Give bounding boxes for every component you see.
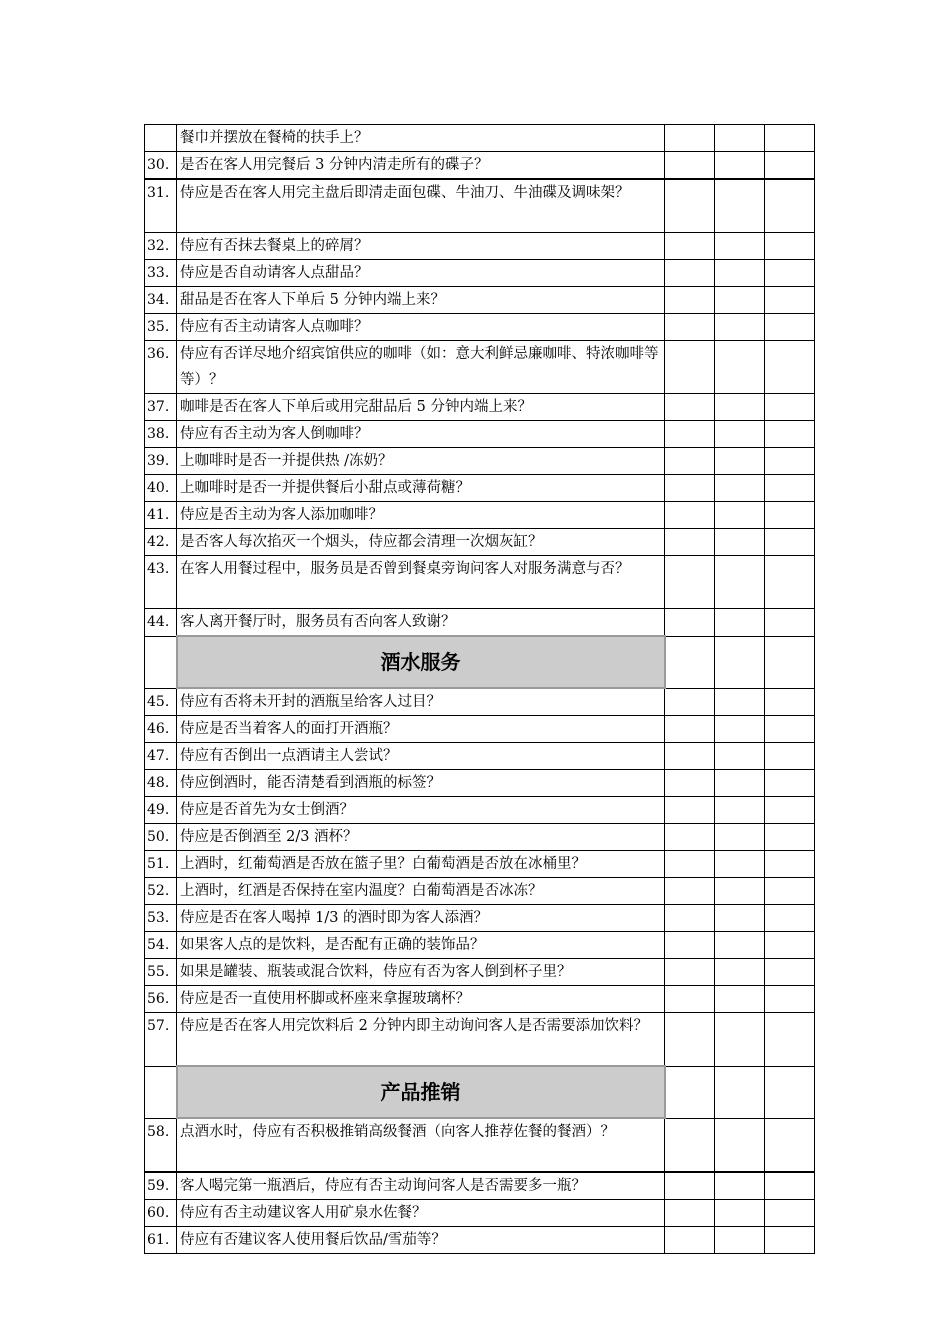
answer-cell[interactable] xyxy=(715,1172,765,1200)
answer-cell[interactable] xyxy=(765,475,815,502)
checklist-body xyxy=(145,125,815,1254)
answer-cell[interactable] xyxy=(715,1200,765,1227)
item-question: 在客人用餐过程中，服务员是否曾到餐桌旁询问客人对服务满意与否？ xyxy=(177,556,665,609)
item-question: 侍应倒酒时，能否清楚看到酒瓶的标签？ xyxy=(177,770,665,797)
item-question: 侍应是否在客人用完饮料后 2 分钟内即主动询问客人是否需要添加饮料？ xyxy=(177,1013,665,1067)
checklist-row xyxy=(145,986,815,1013)
item-number: 47. xyxy=(145,743,177,770)
answer-cell[interactable] xyxy=(665,743,715,770)
answer-cell[interactable] xyxy=(765,609,815,637)
answer-cell[interactable] xyxy=(765,1118,815,1172)
item-question: 上咖啡时是否一并提供餐后小甜点或薄荷糖？ xyxy=(177,475,665,502)
item-number: 45. xyxy=(145,688,177,716)
answer-cell[interactable] xyxy=(665,716,715,743)
checklist-row xyxy=(145,448,815,475)
item-question: 是否在客人用完餐后 3 分钟内清走所有的碟子？ xyxy=(177,152,665,180)
answer-cell[interactable] xyxy=(715,448,765,475)
answer-cell[interactable] xyxy=(715,878,765,905)
answer-cell[interactable] xyxy=(715,609,765,637)
item-question: 侍应是否主动为客人添加咖啡？ xyxy=(177,502,665,529)
answer-cell[interactable] xyxy=(715,770,765,797)
checklist-row xyxy=(145,878,815,905)
answer-cell[interactable] xyxy=(765,1013,815,1067)
answer-cell[interactable] xyxy=(665,824,715,851)
item-number: 40. xyxy=(145,475,177,502)
item-number: 32. xyxy=(145,233,177,260)
checklist-row xyxy=(145,688,815,716)
answer-cell[interactable] xyxy=(715,152,765,180)
answer-cell[interactable] xyxy=(715,688,765,716)
item-number: 59. xyxy=(145,1172,177,1200)
item-number: 41. xyxy=(145,502,177,529)
checklist-row xyxy=(145,475,815,502)
section-title: 酒水服务 xyxy=(177,636,665,688)
item-question: 侍应是否倒酒至 2/3 酒杯？ xyxy=(177,824,665,851)
checklist-row xyxy=(145,1227,815,1254)
item-question: 侍应是否一直使用杯脚或杯座来拿握玻璃杯？ xyxy=(177,986,665,1013)
section-title: 产品推销 xyxy=(177,1066,665,1118)
answer-cell[interactable] xyxy=(765,341,815,394)
answer-cell[interactable] xyxy=(665,1200,715,1227)
answer-cell[interactable] xyxy=(765,529,815,556)
answer-cell[interactable] xyxy=(665,932,715,959)
item-question: 侍应有否主动建议客人用矿泉水佐餐？ xyxy=(177,1200,665,1227)
checklist-row xyxy=(145,1013,815,1067)
answer-cell[interactable] xyxy=(715,1227,765,1254)
answer-cell[interactable] xyxy=(665,556,715,609)
section-blank-cell xyxy=(715,636,765,688)
answer-cell[interactable] xyxy=(765,394,815,421)
item-number: 34. xyxy=(145,287,177,314)
answer-cell[interactable] xyxy=(665,986,715,1013)
answer-cell[interactable] xyxy=(765,260,815,287)
answer-cell[interactable] xyxy=(665,448,715,475)
answer-cell[interactable] xyxy=(765,152,815,180)
item-number: 53. xyxy=(145,905,177,932)
answer-cell[interactable] xyxy=(765,797,815,824)
item-question: 侍应有否详尽地介绍宾馆供应的咖啡（如：意大利鲜忌廉咖啡、特浓咖啡等等）？ xyxy=(177,341,665,394)
answer-cell[interactable] xyxy=(765,421,815,448)
item-number: 61. xyxy=(145,1227,177,1254)
item-number: 31. xyxy=(145,179,177,233)
section-header-row xyxy=(145,636,815,688)
item-number: 37. xyxy=(145,394,177,421)
answer-cell[interactable] xyxy=(715,421,765,448)
checklist-row xyxy=(145,394,815,421)
answer-cell[interactable] xyxy=(665,770,715,797)
answer-cell[interactable] xyxy=(665,1013,715,1067)
item-number: 35. xyxy=(145,314,177,341)
answer-cell[interactable] xyxy=(665,260,715,287)
checklist-row xyxy=(145,125,815,152)
answer-cell[interactable] xyxy=(715,743,765,770)
checklist-row xyxy=(145,1172,815,1200)
item-question: 侍应有否主动为客人倒咖啡？ xyxy=(177,421,665,448)
answer-cell[interactable] xyxy=(765,959,815,986)
checklist-row xyxy=(145,556,815,609)
item-number: 44. xyxy=(145,609,177,637)
item-number xyxy=(145,125,177,152)
item-question: 如果是罐装、瓶装或混合饮料，侍应有否为客人倒到杯子里？ xyxy=(177,959,665,986)
section-header-row xyxy=(145,1066,815,1118)
answer-cell[interactable] xyxy=(665,1227,715,1254)
item-number: 55. xyxy=(145,959,177,986)
answer-cell[interactable] xyxy=(715,394,765,421)
answer-cell[interactable] xyxy=(765,125,815,152)
answer-cell[interactable] xyxy=(665,341,715,394)
answer-cell[interactable] xyxy=(765,932,815,959)
item-question: 上咖啡时是否一并提供热 /冻奶？ xyxy=(177,448,665,475)
answer-cell[interactable] xyxy=(765,986,815,1013)
answer-cell[interactable] xyxy=(765,502,815,529)
item-question: 是否客人每次掐灭一个烟头，侍应都会清理一次烟灰缸？ xyxy=(177,529,665,556)
item-number: 42. xyxy=(145,529,177,556)
answer-cell[interactable] xyxy=(715,475,765,502)
item-number: 51. xyxy=(145,851,177,878)
checklist-row xyxy=(145,314,815,341)
section-num-cell xyxy=(145,636,177,688)
item-number: 39. xyxy=(145,448,177,475)
item-question: 侍应是否在客人喝掉 1/3 的酒时即为客人添酒？ xyxy=(177,905,665,932)
answer-cell[interactable] xyxy=(765,824,815,851)
item-question: 甜品是否在客人下单后 5 分钟内端上来？ xyxy=(177,287,665,314)
answer-cell[interactable] xyxy=(665,233,715,260)
answer-cell[interactable] xyxy=(715,824,765,851)
checklist-row xyxy=(145,824,815,851)
checklist-row xyxy=(145,233,815,260)
section-num-cell xyxy=(145,1066,177,1118)
answer-cell[interactable] xyxy=(715,851,765,878)
item-question: 侍应有否将未开封的酒瓶呈给客人过目？ xyxy=(177,688,665,716)
item-question: 侍应是否在客人用完主盘后即清走面包碟、牛油刀、牛油碟及调味架？ xyxy=(177,179,665,233)
item-number: 30. xyxy=(145,152,177,180)
answer-cell[interactable] xyxy=(715,179,765,233)
item-question: 客人离开餐厅时，服务员有否向客人致谢？ xyxy=(177,609,665,637)
checklist-row xyxy=(145,260,815,287)
section-blank-cell xyxy=(765,1066,815,1118)
item-question: 上酒时，红葡萄酒是否放在篮子里？白葡萄酒是否放在冰桶里？ xyxy=(177,851,665,878)
answer-cell[interactable] xyxy=(715,716,765,743)
answer-cell[interactable] xyxy=(715,1118,765,1172)
checklist-row xyxy=(145,421,815,448)
checklist-row xyxy=(145,851,815,878)
answer-cell[interactable] xyxy=(765,179,815,233)
answer-cell[interactable] xyxy=(665,905,715,932)
answer-cell[interactable] xyxy=(665,502,715,529)
answer-cell[interactable] xyxy=(765,1172,815,1200)
item-number: 56. xyxy=(145,986,177,1013)
checklist-row xyxy=(145,609,815,637)
item-number: 54. xyxy=(145,932,177,959)
item-question: 如果客人点的是饮料，是否配有正确的装饰品？ xyxy=(177,932,665,959)
answer-cell[interactable] xyxy=(665,878,715,905)
answer-cell[interactable] xyxy=(665,179,715,233)
item-number: 36. xyxy=(145,341,177,394)
item-number: 50. xyxy=(145,824,177,851)
answer-cell[interactable] xyxy=(715,529,765,556)
answer-cell[interactable] xyxy=(715,260,765,287)
section-blank-cell xyxy=(765,636,815,688)
answer-cell[interactable] xyxy=(665,152,715,180)
answer-cell[interactable] xyxy=(715,932,765,959)
checklist-row xyxy=(145,529,815,556)
checklist-row xyxy=(145,179,815,233)
checklist-row xyxy=(145,716,815,743)
item-question: 餐巾并摆放在餐椅的扶手上？ xyxy=(177,125,665,152)
item-question: 侍应有否主动请客人点咖啡？ xyxy=(177,314,665,341)
item-question: 侍应是否当着客人的面打开酒瓶？ xyxy=(177,716,665,743)
item-number: 48. xyxy=(145,770,177,797)
answer-cell[interactable] xyxy=(765,905,815,932)
answer-cell[interactable] xyxy=(665,314,715,341)
answer-cell[interactable] xyxy=(715,233,765,260)
answer-cell[interactable] xyxy=(715,797,765,824)
item-question: 客人喝完第一瓶酒后，侍应有否主动询问客人是否需要多一瓶？ xyxy=(177,1172,665,1200)
answer-cell[interactable] xyxy=(765,851,815,878)
checklist-row xyxy=(145,287,815,314)
checklist-row xyxy=(145,932,815,959)
answer-cell[interactable] xyxy=(765,743,815,770)
checklist-row xyxy=(145,797,815,824)
answer-cell[interactable] xyxy=(665,797,715,824)
answer-cell[interactable] xyxy=(765,878,815,905)
item-number: 57. xyxy=(145,1013,177,1067)
answer-cell[interactable] xyxy=(665,959,715,986)
answer-cell[interactable] xyxy=(765,448,815,475)
answer-cell[interactable] xyxy=(715,905,765,932)
answer-cell[interactable] xyxy=(665,394,715,421)
answer-cell[interactable] xyxy=(665,851,715,878)
section-blank-cell xyxy=(715,1066,765,1118)
answer-cell[interactable] xyxy=(715,986,765,1013)
answer-cell[interactable] xyxy=(765,1200,815,1227)
answer-cell[interactable] xyxy=(765,287,815,314)
answer-cell[interactable] xyxy=(765,716,815,743)
item-question: 点酒水时，侍应有否积极推销高级餐酒（向客人推荐佐餐的餐酒）？ xyxy=(177,1118,665,1172)
answer-cell[interactable] xyxy=(715,341,765,394)
section-blank-cell xyxy=(665,636,715,688)
answer-cell[interactable] xyxy=(665,688,715,716)
answer-cell[interactable] xyxy=(665,1118,715,1172)
checklist-row xyxy=(145,1200,815,1227)
answer-cell[interactable] xyxy=(665,287,715,314)
answer-cell[interactable] xyxy=(715,125,765,152)
checklist-row xyxy=(145,1118,815,1172)
item-question: 咖啡是否在客人下单后或用完甜品后 5 分钟内端上来？ xyxy=(177,394,665,421)
answer-cell[interactable] xyxy=(715,556,765,609)
item-number: 58. xyxy=(145,1118,177,1172)
answer-cell[interactable] xyxy=(665,529,715,556)
item-number: 43. xyxy=(145,556,177,609)
checklist-row xyxy=(145,770,815,797)
answer-cell[interactable] xyxy=(715,502,765,529)
answer-cell[interactable] xyxy=(765,556,815,609)
answer-cell[interactable] xyxy=(765,688,815,716)
answer-cell[interactable] xyxy=(665,475,715,502)
answer-cell[interactable] xyxy=(715,287,765,314)
answer-cell[interactable] xyxy=(765,314,815,341)
item-question: 侍应有否倒出一点酒请主人尝试？ xyxy=(177,743,665,770)
item-question: 侍应是否首先为女士倒酒？ xyxy=(177,797,665,824)
answer-cell[interactable] xyxy=(665,1172,715,1200)
answer-cell[interactable] xyxy=(665,125,715,152)
item-number: 46. xyxy=(145,716,177,743)
checklist-row xyxy=(145,502,815,529)
answer-cell[interactable] xyxy=(765,1227,815,1254)
checklist-table xyxy=(144,124,815,1254)
item-number: 60. xyxy=(145,1200,177,1227)
checklist-row xyxy=(145,959,815,986)
answer-cell[interactable] xyxy=(715,314,765,341)
item-question: 上酒时，红酒是否保持在室内温度？白葡萄酒是否冰冻？ xyxy=(177,878,665,905)
item-question: 侍应是否自动请客人点甜品？ xyxy=(177,260,665,287)
item-number: 49. xyxy=(145,797,177,824)
answer-cell[interactable] xyxy=(715,1013,765,1067)
answer-cell[interactable] xyxy=(665,421,715,448)
checklist-row xyxy=(145,152,815,180)
answer-cell[interactable] xyxy=(765,233,815,260)
answer-cell[interactable] xyxy=(765,770,815,797)
checklist-row xyxy=(145,905,815,932)
item-question: 侍应有否建议客人使用餐后饮品/雪茄等？ xyxy=(177,1227,665,1254)
checklist-row xyxy=(145,341,815,394)
item-number: 38. xyxy=(145,421,177,448)
section-blank-cell xyxy=(665,1066,715,1118)
answer-cell[interactable] xyxy=(715,959,765,986)
item-number: 52. xyxy=(145,878,177,905)
checklist-row xyxy=(145,743,815,770)
item-number: 33. xyxy=(145,260,177,287)
answer-cell[interactable] xyxy=(665,609,715,637)
item-question: 侍应有否抹去餐桌上的碎屑？ xyxy=(177,233,665,260)
